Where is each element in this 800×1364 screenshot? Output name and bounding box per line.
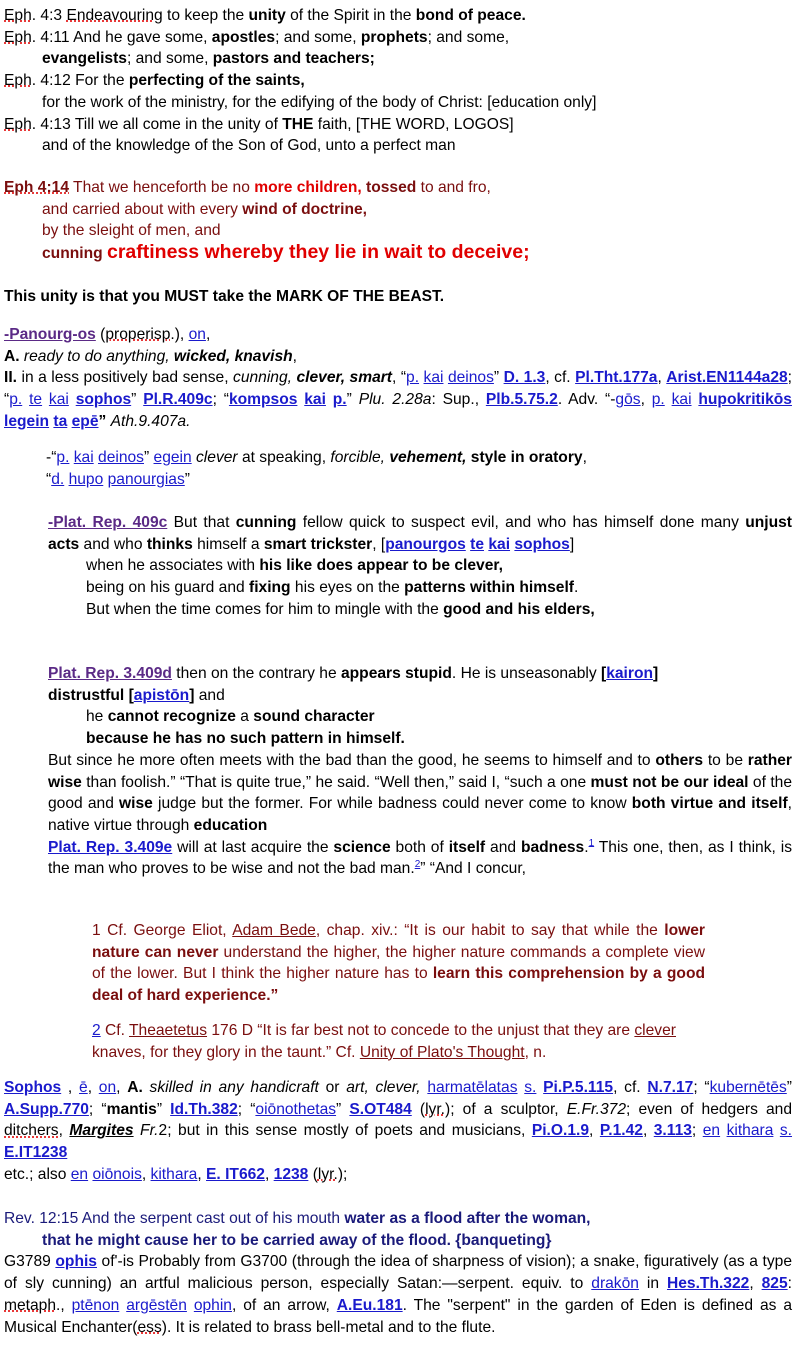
text-plat1-f: and who (79, 535, 147, 553)
text-eph-l6d: faith, [THE WORD, LOGOS] (313, 115, 514, 133)
text-soph-aw[interactable]: E.IT1238 (4, 1144, 68, 1162)
text-rev-b: water as a flood after the woman, (344, 1210, 591, 1227)
text-quote-a: -“ (46, 449, 57, 466)
text-quote-c[interactable]: kai (73, 449, 94, 466)
text-fn2-g[interactable]: Unity of Plato's Thought (359, 1043, 525, 1061)
text-pan-aq: , (640, 391, 652, 409)
text-fn1-f: learn this comprehension by a good deal of hard experience.” (92, 965, 705, 1005)
text-soph-p: ; “ (693, 1079, 710, 1096)
text-rev-t: . The "serpent" in the garden of Eden is defined as a Musical Enchanter( (4, 1296, 792, 1336)
text-plat2-i[interactable]: apistōn (133, 686, 190, 704)
text-quote-h: at speaking, (237, 449, 331, 466)
text-pan-f: , (205, 326, 211, 343)
text-soph-x: ; “ (237, 1100, 256, 1118)
text-quote-g: clever (191, 449, 238, 466)
text-plat1-g: thinks (146, 535, 193, 553)
text-fn2-b: Cf. (100, 1022, 129, 1039)
text-plat2-ae: science (333, 838, 391, 856)
sophos-entry (4, 1077, 792, 1186)
text-plat1-h: himself a (192, 535, 264, 553)
text-pan-s: ” (493, 369, 504, 387)
text-plat2-al: This one, then, as I think, is the man who proves to be wise and not the bad man. (48, 838, 793, 878)
text-plat2-c: appears stupid (340, 665, 452, 682)
text-eph14-j: craftiness whereby they lie in wait to deceive; (106, 241, 530, 264)
text-eph-l2f: ; and some, (427, 28, 510, 46)
text-pan-ak: 2.28a (385, 391, 432, 409)
text-soph-ab: ( (411, 1100, 426, 1118)
text-rev-u: ess (137, 1318, 162, 1336)
text-plat1-k[interactable]: panourgos (385, 535, 466, 553)
text-pan-z[interactable]: te (29, 391, 43, 409)
text-plat2-q: But since he more often meets with the bad than the good, he seems to himself and to (48, 751, 656, 769)
text-quote-j: vehement, (389, 449, 471, 466)
text-plat1-p: when he associates with (86, 557, 260, 575)
text-plat2-ac[interactable]: Plat. Rep. 3.409e (48, 838, 173, 856)
text-plat2-an: ” “And I concur, (420, 860, 526, 878)
text-soph-av[interactable]: s. (779, 1122, 793, 1140)
text-rev-c: that he might cause her to be carried away of the flood. {banqueting} (42, 1231, 552, 1249)
text-soph-u: mantis (106, 1100, 157, 1118)
text-soph-be: , (264, 1165, 274, 1183)
text-soph-ar[interactable]: 3.113 (653, 1122, 692, 1140)
text-plat2-ak[interactable]: 1 (588, 837, 595, 849)
text-quote-e: ” (143, 449, 154, 466)
text-soph-ai: , (58, 1122, 70, 1140)
text-rev-r: , of an arrow, (231, 1296, 337, 1314)
text-plat1-l[interactable]: te (470, 535, 484, 553)
text-soph-ak: Fr. (140, 1122, 159, 1140)
text-rev-k[interactable]: 825 (761, 1275, 788, 1293)
text-soph-ag: ; even of hedgers and (626, 1100, 793, 1118)
text-rev-a: Rev. 12:15 And the serpent cast out of his mouth (4, 1210, 345, 1227)
text-pan-ar[interactable]: p. (651, 391, 665, 409)
text-eph-l1f: of the Spirit in the (285, 7, 416, 24)
text-plat1-s: fixing (249, 579, 291, 597)
text-eph-l5: for the work of the ministry, for the edifying of the body of Christ: [education only] (42, 93, 597, 111)
text-pan-ad[interactable]: Pl.R.409c (143, 391, 213, 409)
text-plat2-af: both of (390, 838, 449, 856)
text-plat2-aj: . (584, 838, 589, 856)
text-soph-g: A. (127, 1079, 143, 1096)
text-pan-az: 9.407a. (138, 412, 191, 430)
text-fn1-c: , chap. xiv.: “It is our habit to say that while the (315, 922, 665, 939)
text-soph-aj: Margites (69, 1122, 134, 1140)
text-soph-bf[interactable]: 1238 (273, 1165, 309, 1183)
text-plat1-w: good and his elders, (443, 600, 595, 618)
text-eph-l4c: perfecting of the saints, (128, 72, 305, 90)
text-eph14-b: That we henceforth be no (69, 179, 255, 196)
text-plat2-l: he (86, 708, 108, 726)
text-soph-e[interactable]: on (98, 1079, 117, 1096)
text-pan-ab[interactable]: sophos (75, 391, 132, 409)
text-eph-l4a: Eph (4, 72, 32, 90)
text-quote-k: style in oratory (470, 449, 583, 466)
text-soph-c[interactable]: ē (79, 1079, 88, 1096)
text-soph-z: ” (336, 1100, 350, 1118)
text-soph-ax: etc.; also (4, 1165, 71, 1183)
text-plat2-t: rather wise (48, 751, 792, 791)
text-soph-i: or (318, 1079, 347, 1096)
text-pan-p[interactable]: p. (406, 369, 420, 387)
text-quote-o[interactable]: panourgias (107, 470, 185, 488)
text-rev-h: in (638, 1275, 667, 1293)
text-rev-n: ., (56, 1296, 72, 1314)
text-plat1-e: unjust acts (48, 514, 792, 553)
text-rev-v: ). It is related to brass bell-metal and to the flute. (161, 1318, 496, 1336)
text-pan-aa[interactable]: kai (48, 391, 69, 409)
text-soph-n: , cf. (613, 1079, 648, 1096)
text-eph-l3c: pastors and teachers; (212, 50, 375, 68)
text-plat2-ag: itself (448, 838, 486, 856)
text-soph-m[interactable]: Pi.P.5.115 (543, 1079, 614, 1096)
text-fn1-a: 1 Cf. George Eliot, (92, 922, 233, 939)
text-soph-b: , (61, 1079, 80, 1096)
footnote-2 (92, 1020, 710, 1063)
text-soph-a[interactable]: Sophos (4, 1079, 62, 1096)
eph-4-14 (4, 177, 792, 265)
text-quote-i: forcible, (330, 449, 390, 466)
text-soph-az[interactable]: oiōnois (92, 1165, 142, 1183)
text-pan-h: ready to do anything, (19, 347, 174, 365)
text-plat2-a[interactable]: Plat. Rep. 3.409d (48, 665, 172, 682)
text-eph-l3b: ; and some, (126, 50, 213, 68)
text-soph-bb[interactable]: kithara (150, 1165, 198, 1183)
text-pan-r[interactable]: deinos (447, 369, 494, 387)
text-pan-ae: ; “ (212, 391, 229, 409)
text-plat2-p: because he has no such pattern in himself. (86, 730, 405, 748)
text-soph-as: ; (691, 1122, 703, 1140)
text-eph-l6a: Eph (4, 115, 32, 133)
text-quote-l: “ (46, 470, 52, 488)
text-plat1-m[interactable]: kai (488, 535, 511, 553)
text-soph-bg: ( (308, 1165, 318, 1183)
text-plat2-ah: and (485, 838, 521, 856)
text-plat2-m: cannot recognize (107, 708, 236, 726)
text-soph-j: art, clever, (346, 1079, 428, 1096)
text-plat1-j: , [ (372, 535, 386, 553)
text-soph-f: , (116, 1079, 128, 1096)
text-rev-d: G3789 (4, 1253, 56, 1271)
text-pan-o: , “ (392, 369, 407, 387)
text-quote-b[interactable]: p. (56, 449, 70, 466)
text-plat2-y: judge but the former. For while badness could never come to know (152, 795, 632, 813)
text-pan-w[interactable]: Arist.EN1144a28 (666, 369, 788, 387)
text-pan-c: properisp (105, 326, 171, 343)
text-soph-ay[interactable]: en (70, 1165, 89, 1183)
text-eph-l3a: evangelists (42, 50, 127, 68)
text-plat2-x: wise (119, 795, 153, 813)
text-pan-an: . Adv. (557, 391, 599, 409)
text-soph-ad: ); of a sculptor, (445, 1100, 567, 1118)
text-soph-o[interactable]: N.7.17 (647, 1079, 694, 1096)
text-pan-g: A. (4, 347, 20, 365)
text-pan-l: in a less positively bad sense, (17, 369, 234, 387)
text-pan-ah[interactable]: p. (332, 391, 347, 409)
text-plat1-q: his like does appear to be clever, (259, 557, 503, 575)
text-fn2-c[interactable]: Theaetetus (129, 1022, 208, 1039)
unity-statement: This unity is that you MUST take the MARK OF THE BEAST. (4, 288, 445, 305)
text-rev-f: of'-is Probably from G3700 (through the idea of sharpness of vision); a snake, figuratively (as a type of sly cunning) an artful malicious person, especially Satan:—serpent. equiv. to (4, 1253, 792, 1293)
text-soph-bi: ); (337, 1165, 348, 1183)
text-eph14-a: Eph 4:14 (4, 179, 69, 196)
text-rev-o[interactable]: ptēnon (71, 1296, 120, 1314)
text-eph-l1b: . 4:3 (31, 7, 67, 24)
footnote-1 (92, 920, 705, 1007)
text-pan-as[interactable]: kai (671, 391, 692, 409)
text-plat2-b: then on the contrary he (171, 665, 341, 682)
text-plat2-r: others (655, 751, 704, 769)
text-soph-bc: , (197, 1165, 207, 1183)
text-plat1-u: patterns within himself (404, 579, 574, 597)
text-soph-ba: , (141, 1165, 151, 1183)
text-pan-af[interactable]: kompsos (228, 391, 298, 409)
panourgos-link[interactable]: -Panourg-os (4, 326, 96, 343)
text-plat2-ad: will at last acquire the (172, 838, 334, 856)
text-rev-i[interactable]: Hes.Th.322 (666, 1275, 750, 1293)
text-quote-p: ” (184, 470, 190, 488)
plato-rep-409d (48, 663, 792, 880)
text-eph14-h: by the sleight of men, and (42, 222, 221, 240)
text-plat2-u: than foolish.” “That is quite true,” he said. “Well then,” said I, “such a one (81, 773, 591, 791)
text-soph-aa[interactable]: S.OT484 (349, 1100, 412, 1118)
text-pan-q[interactable]: kai (423, 369, 444, 387)
text-pan-ac: ” (131, 391, 144, 409)
text-soph-au[interactable]: kithara (726, 1122, 774, 1140)
text-pan-at[interactable]: hupokritikōs (698, 391, 792, 409)
text-eph-l1a: Eph (4, 7, 32, 24)
text-soph-at[interactable]: en (702, 1122, 721, 1140)
text-pan-n: clever, smart (296, 369, 393, 387)
text-eph-l1g: bond of peace. (415, 7, 526, 24)
text-soph-w[interactable]: Id.Th.382 (170, 1100, 238, 1118)
text-eph-l4b: . 4:12 For the (31, 72, 129, 90)
text-pan-av[interactable]: ta (53, 412, 68, 430)
text-eph-l7: and of the knowledge of the Son of God, unto a perfect man (42, 137, 456, 155)
text-pan-au[interactable]: legein (4, 412, 50, 430)
text-pan-x: ; “ (4, 369, 793, 409)
text-pan-ai: ” (346, 391, 359, 409)
text-soph-ae: E.Fr. (566, 1100, 600, 1118)
text-soph-an[interactable]: Pi.O.1.9 (531, 1122, 590, 1140)
text-pan-al: : Sup., (431, 391, 486, 409)
text-pan-e[interactable]: on (188, 326, 206, 343)
text-eph-l2d: ; and some, (275, 28, 361, 46)
text-rev-m: metaph (4, 1296, 57, 1314)
text-rev-g[interactable]: drakōn (591, 1275, 639, 1293)
text-pan-t[interactable]: D. 1.3 (503, 369, 546, 387)
text-plat1-i: smart trickster (263, 535, 373, 553)
text-plat1-v: But when the time comes for him to mingle with the (86, 600, 444, 618)
text-plat1-d: fellow quick to suspect evil, and who has himself done many (296, 514, 746, 531)
text-plat2-e: [ (601, 665, 607, 682)
text-eph-l2b: . 4:11 And he gave some, (31, 28, 212, 46)
text-fn2-a[interactable]: 2 (92, 1022, 101, 1039)
text-soph-v: ” (156, 1100, 171, 1118)
text-pan-ag[interactable]: kai (304, 391, 326, 409)
text-plat1-t: his eyes on the (290, 579, 405, 597)
text-quote-f[interactable]: egein (153, 449, 192, 466)
text-plat2-f[interactable]: kairon (606, 665, 653, 682)
text-quote-d[interactable]: deinos (98, 449, 144, 466)
text-soph-ap[interactable]: P.1.42 (599, 1122, 643, 1140)
clever-speaking-quote: -“p. kai deinos” egein clever at speaking, forcible, vehement, style in oratory, “d. hupo panourgias” (46, 449, 587, 488)
text-plat2-aa: , native virtue through (48, 795, 792, 834)
text-fn1-e: understand the higher, the higher nature commands a complete view of the lower. But I think the higher nature has to (92, 943, 705, 983)
text-soph-aq: , (642, 1122, 654, 1140)
text-pan-d: .), (170, 326, 189, 343)
text-soph-ah: ditchers (4, 1122, 59, 1140)
text-pan-ap[interactable]: gōs (615, 391, 641, 409)
text-fn2-f: knaves, for they glory in the taunt.” Cf. (92, 1043, 360, 1061)
text-soph-k[interactable]: harmatēlatas (427, 1079, 518, 1096)
text-pan-b: ( (95, 326, 106, 343)
eph-verses (4, 5, 792, 157)
text-pan-ay: Ath. (110, 412, 139, 430)
text-soph-ao: , (589, 1122, 600, 1140)
text-eph-l1c: Endeavouring (66, 7, 163, 24)
text-rev-s[interactable]: A.Eu.181 (336, 1296, 403, 1314)
text-eph14-c: more children, (254, 179, 362, 196)
text-pan-u: , cf. (545, 369, 576, 387)
text-eph14-e: to and fro, (416, 179, 491, 196)
text-fn2-e[interactable]: clever (634, 1022, 676, 1039)
text-plat2-h: distrustful [ (48, 686, 134, 704)
text-eph14-d: tossed (361, 179, 417, 196)
text-soph-r: ” (786, 1079, 792, 1096)
text-plat2-n: a (235, 708, 254, 726)
text-soph-ac: lyr. (425, 1100, 446, 1118)
text-plat2-am[interactable]: 2 (414, 859, 421, 871)
text-rev-l: : (787, 1275, 792, 1293)
text-pan-m: cunning, (233, 369, 297, 387)
text-soph-h: skilled in any handicraft (142, 1079, 319, 1096)
text-pan-am[interactable]: Plb.5.75.2 (485, 391, 558, 409)
text-pan-aj: Plu. (358, 391, 386, 409)
text-plat1-n[interactable]: sophos (514, 535, 570, 553)
text-soph-al: 2 (158, 1122, 168, 1140)
text-soph-bh: lyr. (317, 1165, 338, 1183)
text-plat2-v: must not be our ideal (590, 773, 749, 791)
text-fn2-h: , n. (524, 1043, 547, 1061)
text-plat1-o: ] (569, 535, 575, 553)
text-eph-l2a: Eph (4, 28, 32, 46)
text-plat1-r: being on his guard and (86, 579, 249, 597)
text-eph-l6c: THE (282, 115, 314, 133)
text-pan-aw[interactable]: epē (71, 412, 99, 430)
text-soph-bd[interactable]: E. IT662 (206, 1165, 265, 1183)
text-plat2-k: and (198, 686, 225, 704)
text-plat2-o: sound character (253, 708, 375, 726)
text-soph-l[interactable]: s. (524, 1079, 537, 1096)
text-rev-p[interactable]: argēstēn (126, 1296, 187, 1314)
text-plat2-ab: education (193, 816, 268, 834)
text-pan-k: II. (4, 369, 17, 387)
text-plat2-s: to be (703, 751, 748, 769)
text-plat1-c: cunning (235, 514, 297, 531)
text-eph-l2c: apostles (211, 28, 276, 46)
text-soph-af: 372 (599, 1100, 627, 1118)
text-soph-d: , (87, 1079, 99, 1096)
text-plat1-a[interactable]: -Plat. Rep. 409c (48, 514, 168, 531)
text-pan-y[interactable]: p. (9, 391, 23, 409)
text-fn1-d: lower nature can never (92, 922, 705, 961)
text-eph-l2e: prophets (360, 28, 428, 46)
plato-rep-409c: -Plat. Rep. 409c But that cunning fellow quick to suspect evil, and who has himself done many unjust acts and who thinks himself a smart trickster, [panourgos te kai sophos] when he associates with his like does appear to be clever, being on his guard and fixing his eyes on the patterns within himself. But when the time comes for him to mingle with the good and his elders, (48, 514, 792, 618)
text-plat2-ai: badness (520, 838, 585, 856)
panourgos-entry: -Panourg-os (properisp.), on, A. ready to do anything, wicked, knavish, II. in a less positively bad sense, cunning, clever, smart, “p. kai deinos” D. 1.3, cf. Pl.Tht.177a, Arist.EN1144a28; “p. te kai sophos” Pl.R.409c; “kompsos kai p.” Plu. 2.28a: Sup., Plb.5.75.2. Adv. “-gōs, p. kai hupokritikōs legein ta epē” Ath.9.407a. (4, 326, 793, 430)
text-soph-q[interactable]: kubernētēs (709, 1079, 787, 1096)
rev-12-15 (4, 1208, 792, 1338)
text-eph-l1d: to keep the (162, 7, 249, 24)
text-fn1-b[interactable]: Adam Bede (232, 922, 316, 939)
text-plat2-d: . He is unseasonably (451, 665, 601, 682)
text-eph-l6b: . 4:13 Till we all come in the unity of (31, 115, 283, 133)
text-soph-am: ; but in this sense mostly of poets and musicians, (167, 1122, 532, 1140)
text-plat2-j: ] (189, 686, 199, 704)
text-rev-q[interactable]: ophin (193, 1296, 232, 1314)
text-rev-j: , (749, 1275, 762, 1293)
text-plat2-g: ] (653, 665, 659, 682)
text-eph14-g: wind of doctrine, (242, 200, 367, 218)
text-soph-s[interactable]: A.Supp.770 (4, 1100, 89, 1118)
text-quote-n[interactable]: hupo (68, 470, 104, 488)
text-eph14-i: cunning (42, 245, 107, 263)
text-pan-ax: ” (98, 412, 111, 430)
text-pan-i: wicked, knavish (173, 347, 293, 365)
text-plat1-b: But that (167, 514, 236, 531)
text-eph14-f: and carried about with every (42, 200, 243, 218)
text-fn2-d: 176 D “It is far best not to concede to the unjust that they are (207, 1022, 635, 1039)
text-pan-v[interactable]: Pl.Tht.177a (575, 369, 658, 387)
text-pan-j: , (292, 347, 297, 365)
text-soph-y[interactable]: oiōnothetas (255, 1100, 337, 1118)
text-quote-m[interactable]: d. (51, 470, 65, 488)
text-plat2-w: of the good and (48, 773, 793, 813)
text-eph-l1e: unity (248, 7, 286, 24)
text-soph-t: ; “ (88, 1100, 107, 1118)
text-plat2-z: both virtue and itself (631, 795, 788, 813)
text-rev-e[interactable]: ophis (55, 1253, 97, 1271)
text-pan-ao: “- (605, 391, 616, 409)
